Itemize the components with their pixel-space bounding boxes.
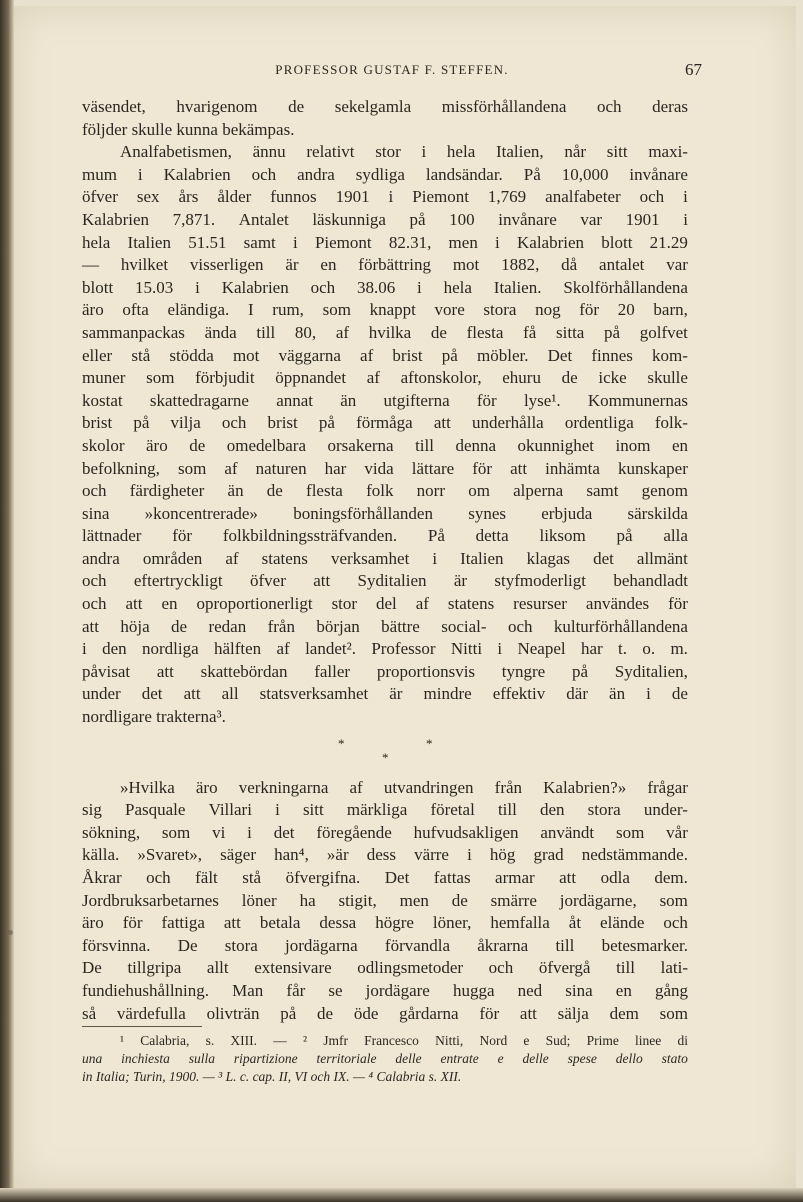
text-line: källa. »Svaret», säger han⁴, »är dess värre i hög grad nedstämmande. <box>82 845 688 865</box>
text-line: så värdefulla olivträn på de öde gårdarna för att sälja dem som <box>82 1003 688 1023</box>
text-line: lättnader för folkbildningssträfvanden. På detta liksom på alla <box>82 526 688 546</box>
text-line: brist på vilja och brist på förmåga att underhålla ordentliga folk- <box>82 413 688 433</box>
text-line: Jordbruksarbetarnes löner ha stigit, men de smärre jordägarne, som <box>82 890 688 910</box>
running-head: PROFESSOR GUSTAF F. STEFFEN. <box>275 62 509 77</box>
text-line: mum i Kalabrien och andra sydliga landsändar. På 10,000 invånare <box>82 164 688 184</box>
paragraph-2 <box>82 141 688 728</box>
asterism-star: * <box>382 749 389 765</box>
text-line: sammanpackas ända till 80, af hvilka de flesta få sitta på golfvet <box>82 322 688 342</box>
footnotes <box>82 1032 688 1086</box>
text-line: andra områden af statens verksamhet i Italien klagas det allmänt <box>82 548 688 568</box>
footnote-line: ¹ Calabria, s. XIII. — ² Jmfr Francesco Nitti, Nord e Sud; Prime linee di <box>120 1033 688 1048</box>
text-line: blott 15.03 i Kalabrien och 38.06 i hela Italien. Skolförhållandena <box>82 277 688 297</box>
paragraph-1 <box>82 96 688 141</box>
text-line: att höja de redan från början bättre social- och kulturförhållandena <box>82 616 688 636</box>
text-line: Kalabrien 7,871. Antalet läskunniga på 100 invånare var 1901 i <box>82 209 688 229</box>
text-line: i den nordliga hälften af landet². Professor Nitti i Neapel har t. o. m. <box>82 639 688 659</box>
text-line: Analfabetismen, ännu relativt stor i hela Italien, når sitt maxi- <box>120 142 688 162</box>
paragraph-3 <box>82 777 688 1026</box>
text-line: väsendet, hvarigenom de sekelgamla missförhållandena och deras <box>82 97 688 116</box>
text-line: påvisat att skattebördan faller proportionsvis tyngre på Syditalien, <box>82 661 688 681</box>
text-line: och eftertryckligt öfver att Syditalien är styfmoderligt behandladt <box>82 571 688 591</box>
body-text <box>82 96 688 1025</box>
text-line: — hvilket visserligen är en förbättring mot 1882, då antalet var <box>82 255 688 275</box>
page-number: 67 <box>685 60 702 79</box>
text-line: sina »koncentrerade» boningsförhållanden synes erbjuda särskilda <box>82 503 688 523</box>
text-line: öfver sex års ålder funnos 1901 i Piemont 1,769 analfabeter och i <box>82 187 688 207</box>
text-line: följder skulle kunna bekämpas. <box>82 119 295 139</box>
page-binding-edge <box>0 0 14 1202</box>
text-line: försvinna. De stora jordägarna förvandla åkrarna till betesmarker. <box>82 935 688 955</box>
text-line: nordligare trakterna³. <box>82 707 226 727</box>
text-line: muner som förbjudit öppnandet af aftonskolor, ehuru de icke skulle <box>82 368 688 388</box>
text-line: Åkrar och fält stå öfvergifna. Det fattas armar att odla dem. <box>82 868 688 887</box>
page-header <box>82 62 702 84</box>
text-line: och färdigheter än de flesta folk norr om alperna samt genom <box>82 481 688 501</box>
asterism-star: * <box>426 735 433 751</box>
text-line: sökning, som vi i det föregående hufvudsakligen användt som vår <box>82 822 688 842</box>
page-bottom-edge <box>0 1188 803 1202</box>
text-line: skolor äro de omedelbara orsakerna till denna okunnighet inom en <box>82 435 688 455</box>
text-line: befolkning, som af naturen har vida lättare för att inhämta kunskaper <box>82 458 688 478</box>
text-line: sig Pasquale Villari i sitt märkliga företal till den stora under- <box>82 800 688 820</box>
text-line: äro för fattiga att betala dessa högre löner, hemfalla åt elände och <box>82 913 688 933</box>
text-line: hela Italien 51.51 samt i Piemont 82.31, men i Kalabrien blott 21.29 <box>82 232 688 252</box>
asterism <box>82 729 688 777</box>
paper-speck <box>8 930 13 935</box>
text-line: fundiehushållning. Man får se jordägare hugga ned sina en gång <box>82 980 688 1000</box>
text-line: äro ofta eländiga. I rum, som knappt vore stora nog för 20 barn, <box>82 300 688 320</box>
text-line: kostat skattedragarne annat än utgifterna för lyse¹. Kommunernas <box>82 390 688 410</box>
asterism-star: * <box>338 735 345 751</box>
text-line: och att en oproportionerligt stor del af statens resurser användes för <box>82 594 688 614</box>
text-line: eller stå stödda mot väggarna af brist på möbler. Det finnes kom- <box>82 345 688 365</box>
footnote-divider <box>82 1026 202 1027</box>
text-line: »Hvilka äro verkningarna af utvandringen från Kalabrien?» frågar <box>120 777 688 797</box>
text-line: De tillgripa allt extensivare odlingsmetoder och öfvergå till lati- <box>82 958 688 978</box>
text-line: under det att all statsverksamhet är mindre effektiv där än i de <box>82 684 688 704</box>
footnote-line: in Italia; Turin, 1900. — ³ L. c. cap. II, VI och IX. — ⁴ Calabria s. XII. <box>82 1069 462 1084</box>
footnote-line: una inchiesta sulla ripartizione territoriale delle entrate e delle spese dello stato <box>82 1051 688 1066</box>
